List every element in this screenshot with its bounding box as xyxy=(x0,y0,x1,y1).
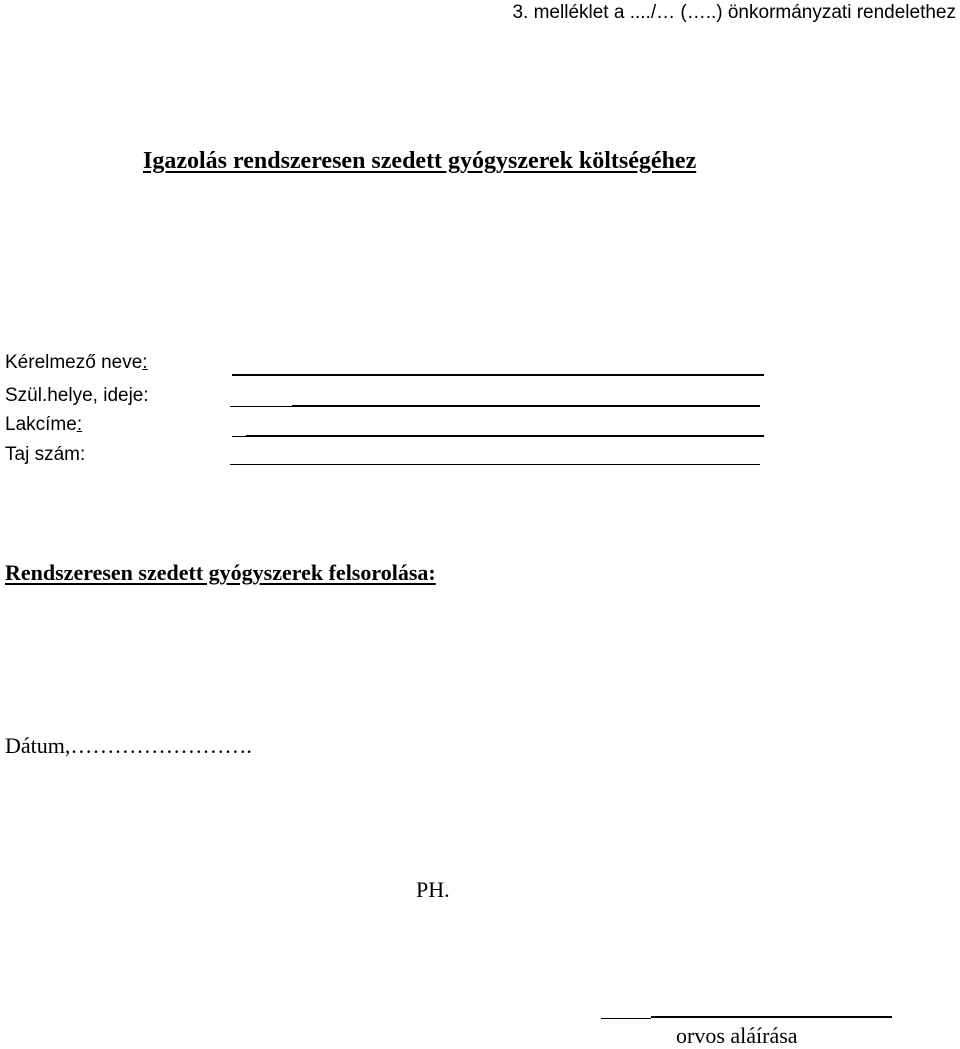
address-label xyxy=(5,414,82,436)
header-note: 3. melléklet a ..../… (…..) önkormányzati rendelethez xyxy=(512,2,956,23)
taj-number-label: Taj szám: xyxy=(5,444,86,465)
address-label-text: Lakcíme xyxy=(5,414,77,435)
address-line[interactable] xyxy=(246,435,764,437)
address-label-colon: : xyxy=(76,414,83,435)
address-line-start xyxy=(232,436,246,437)
applicant-name-label-colon: : xyxy=(142,352,148,373)
signature-line-start xyxy=(601,1018,651,1019)
applicant-name-line[interactable] xyxy=(232,374,764,376)
birth-place-date-line[interactable] xyxy=(292,405,760,407)
signature-line[interactable] xyxy=(651,1016,892,1018)
document-title: Igazolás rendszeresen szedett gyógyszerek költségéhez xyxy=(143,148,697,174)
birth-place-date-label: Szül.helye, ideje: xyxy=(5,385,149,406)
signature-label: orvos aláírása xyxy=(676,1023,798,1048)
stamp-label: PH. xyxy=(416,877,450,902)
date-label: Dátum,……………………. xyxy=(5,733,252,758)
medication-list-heading: Rendszeresen szedett gyógyszerek felsorolása: xyxy=(5,560,436,585)
applicant-name-label xyxy=(5,352,148,374)
birth-place-date-line-start xyxy=(230,406,292,407)
taj-number-line[interactable] xyxy=(230,464,760,465)
applicant-name-label-text: Kérelmező neve xyxy=(5,352,143,373)
